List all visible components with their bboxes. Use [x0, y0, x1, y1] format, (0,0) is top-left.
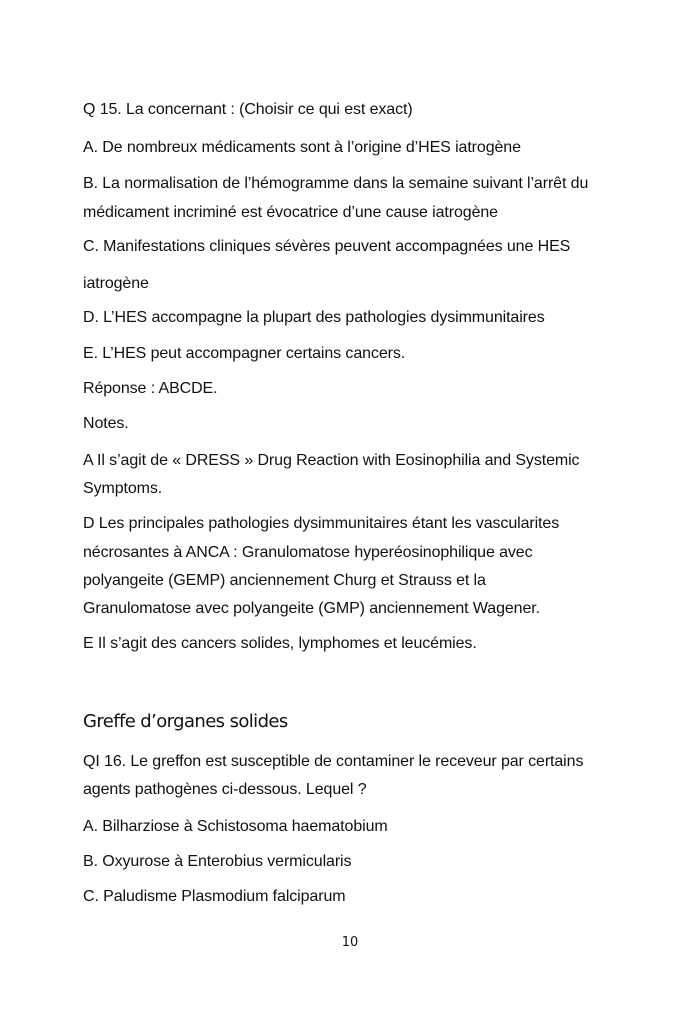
q15-option-a: A. De nombreux médicaments sont à l’origine d’HES iatrogène: [83, 139, 521, 156]
q15-option-c-line2: iatrogène: [83, 275, 149, 292]
notes-label: Notes.: [83, 415, 129, 432]
note-d-line1: D Les principales pathologies dysimmunitaires étant les vascularites: [83, 515, 560, 532]
q15-option-c-line1: C. Manifestations cliniques sévères peuvent accompagnées une HES: [83, 238, 571, 255]
q15-option-d: D. L’HES accompagne la plupart des pathologies dysimmunitaires: [83, 309, 545, 326]
note-a-line1: A Il s’agit de « DRESS » Drug Reaction with Eosinophilia and Systemic: [83, 452, 580, 469]
qi16-question-line2: agents pathogènes ci-dessous. Lequel ?: [83, 781, 367, 798]
qi16-option-c: C. Paludisme Plasmodium falciparum: [83, 888, 346, 905]
q15-answer: Réponse : ABCDE.: [83, 380, 218, 397]
qi16-question-line1: QI 16. Le greffon est susceptible de contaminer le receveur par certains: [83, 753, 584, 770]
section-heading: Greffe d’organes solides: [83, 711, 288, 732]
q15-option-e: E. L’HES peut accompagner certains cancers.: [83, 345, 406, 362]
qi16-option-b: B. Oxyurose à Enterobius vermicularis: [83, 853, 352, 870]
note-d-line4: Granulomatose avec polyangeite (GMP) anciennement Wagener.: [83, 600, 540, 617]
qi16-option-a: A. Bilharziose à Schistosoma haematobium: [83, 818, 388, 835]
q15-option-b-line1: B. La normalisation de l’hémogramme dans la semaine suivant l’arrêt du: [83, 175, 589, 192]
q15-question: Q 15. La concernant : (Choisir ce qui est exact): [83, 101, 413, 118]
note-e: E Il s’agit des cancers solides, lymphomes et leucémies.: [83, 635, 477, 652]
page-number: 10: [341, 935, 359, 950]
note-a-line2: Symptoms.: [83, 480, 163, 497]
note-d-line2: nécrosantes à ANCA : Granulomatose hyperéosinophilique avec: [83, 544, 533, 561]
note-d-line3: polyangeite (GEMP) anciennement Churg et Strauss et la: [83, 572, 486, 589]
q15-option-b-line2: médicament incriminé est évocatrice d’une cause iatrogène: [83, 204, 498, 221]
